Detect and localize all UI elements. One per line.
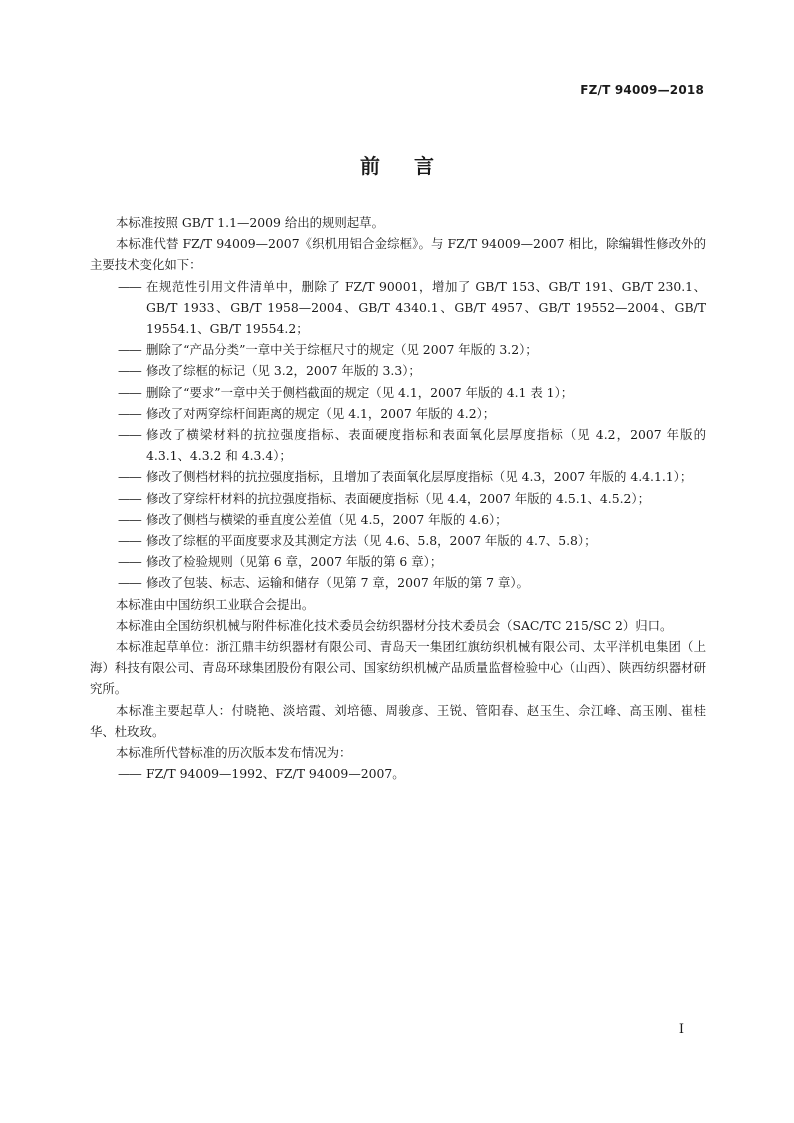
body-paragraph: 本标准由中国纺织工业联合会提出。 <box>116 596 315 612</box>
body-paragraph: 本标准由全国纺织机械与附件标准化技术委员会纺织器材分技术委员会（SAC/TC 215/SC 2）归口。 <box>116 617 673 633</box>
dash-marker: —— <box>118 342 141 358</box>
change-item-text: 修改了穿综杆材料的抗拉强度指标、表面硬度指标（见 4.4，2007 年版的 4.5.1、4.5.2）； <box>146 490 651 506</box>
dash-marker: —— <box>118 554 141 570</box>
body-paragraph: 本标准主要起草人：付晓艳、淡培霞、刘培德、周骏彦、王锐、管阳春、赵玉生、佘江峰、高玉刚、崔桂华、杜玫玫。 <box>90 702 706 739</box>
change-item-text: 修改了横梁材料的抗拉强度指标、表面硬度指标和表面氧化层厚度指标（见 4.2，2007 年版的 4.3.1、4.3.2 和 4.3.4）； <box>146 427 706 464</box>
change-item <box>90 276 706 340</box>
dash-marker: —— <box>118 384 141 400</box>
dash-marker: —— <box>118 533 141 549</box>
page-title: 前言 <box>360 154 468 178</box>
change-item <box>90 509 706 530</box>
change-item-text: 在规范性引用文件清单中，删除了 FZ/T 90001，增加了 GB/T 153、GB/T 191、GB/T 230.1、GB/T 1933、GB/T 1958—2004、GB/T 4340.1、GB/T 4957、GB/T 19552—2004、GB/T 19554.1、GB/T 19554.2； <box>146 278 706 337</box>
dash-marker: —— <box>118 511 141 527</box>
change-item-text: 修改了综框的标记（见 3.2，2007 年版的 3.3）； <box>146 363 421 379</box>
change-item <box>90 339 706 360</box>
dash-marker: —— <box>118 469 141 485</box>
dash-marker: —— <box>118 575 141 591</box>
change-item <box>90 466 706 487</box>
body-paragraph: 本标准起草单位：浙江鼎丰纺织器材有限公司、青岛天一集团红旗纺织机械有限公司、太平洋机电集团（上海）科技有限公司、青岛环球集团股份有限公司、国家纺织机械产品质量监督检验中心（山西）、陕西纺织器材研究所。 <box>90 639 706 697</box>
change-item-text: 删除了“要求”一章中关于侧档截面的规定（见 4.1，2007 年版的 4.1 表 1）； <box>146 384 574 400</box>
change-item <box>90 488 706 509</box>
dash-marker: —— <box>118 363 141 379</box>
standard-code: FZ/T 94009—2018 <box>580 83 704 97</box>
change-item <box>90 382 706 403</box>
body-paragraph: 本标准所代替标准的历次版本发布情况为： <box>116 745 352 761</box>
change-item-text: 修改了侧档与横梁的垂直度公差值（见 4.5，2007 年版的 4.6）； <box>146 511 508 527</box>
change-item <box>90 572 706 593</box>
dash-marker: —— <box>118 405 141 421</box>
change-item-text: 修改了综框的平面度要求及其测定方法（见 4.6、5.8，2007 年版的 4.7、5.8）； <box>146 533 597 549</box>
change-item-text: 修改了对两穿综杆间距离的规定（见 4.1，2007 年版的 4.2）； <box>146 405 496 421</box>
dash-marker: —— <box>118 490 141 506</box>
page-number: I <box>678 1022 684 1037</box>
change-item-text: 修改了检验规则（见第 6 章，2007 年版的第 6 章）； <box>146 554 443 570</box>
change-item <box>90 424 706 466</box>
change-item <box>90 360 706 381</box>
history-item-text: FZ/T 94009—1992、FZ/T 94009—2007。 <box>146 766 405 782</box>
history-item <box>90 763 706 784</box>
change-item <box>90 403 706 424</box>
dash-marker: —— <box>118 278 141 294</box>
change-item-text: 修改了包装、标志、运输和储存（见第 7 章，2007 年版的第 7 章）。 <box>146 575 529 591</box>
dash-marker: —— <box>118 427 141 443</box>
intro-paragraph: 本标准代替 FZ/T 94009—2007《织机用铝合金综框》。与 FZ/T 94009—2007 相比，除编辑性修改外的主要技术变化如下： <box>90 236 706 273</box>
change-item <box>90 551 706 572</box>
change-item <box>90 530 706 551</box>
intro-paragraph: 本标准按照 GB/T 1.1—2009 给出的规则起草。 <box>116 215 384 230</box>
change-item-text: 修改了侧档材料的抗拉强度指标，且增加了表面氧化层厚度指标（见 4.3，2007 年版的 4.4.1.1）； <box>146 469 693 485</box>
change-item-text: 删除了“产品分类”一章中关于综框尺寸的规定（见 2007 年版的 3.2）； <box>146 342 538 358</box>
dash-marker: —— <box>118 766 141 782</box>
document-body <box>90 212 706 784</box>
